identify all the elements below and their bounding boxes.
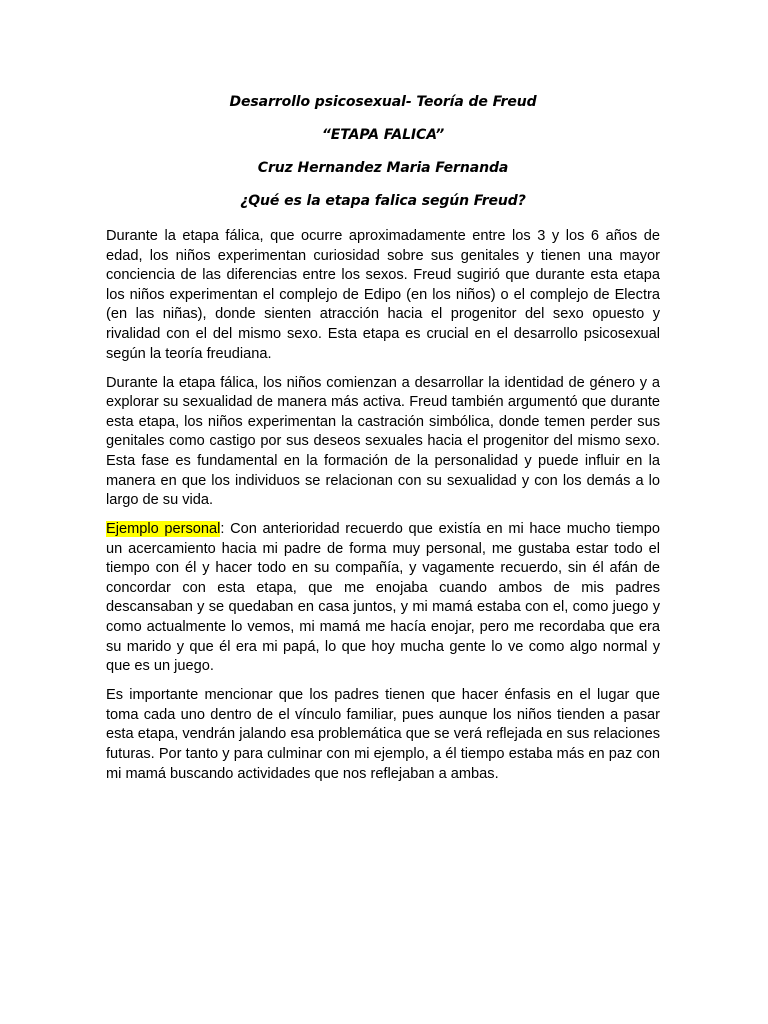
paragraph-2: Durante la etapa fálica, los niños comienzan a desarrollar la identidad de género y a explorar su sexualidad de manera más activa. Freud también argumentó que durante esta etapa, los niños experimentan la castración simbólica, donde temen perder sus genitales como castigo por sus deseos sexuales hacia el progenitor del mismo sexo. Esta fase es fundamental en la formación de la personalidad y puede influir en la manera en que los individuos se relacionan con su sexualidad y con los demás a lo largo de su vida.: [106, 374, 660, 509]
paragraph-3: [106, 520, 660, 677]
section-question: ¿Qué es la etapa falica según Freud?: [240, 193, 526, 209]
document-subtitle: “ETAPA FALICA”: [321, 127, 445, 143]
paragraph-4: Es importante mencionar que los padres tienen que hacer énfasis en el lugar que toma cada uno dentro de el vínculo familiar, pues aunque los niños tienden a pasar esta etapa, vendrán jalando esa problemática que se verá reflejada en sus relaciones futuras. Por tanto y para culminar con mi ejemplo, a él tiempo estaba más en paz con mi mamá buscando actividades que nos reflejaban a ambas.: [106, 687, 660, 782]
paragraph-1: Durante la etapa fálica, que ocurre aproximadamente entre los 3 y los 6 años de edad, los niños experimentan curiosidad sobre sus genitales y tienen una mayor conciencia de las diferencias entre los sexos. Freud sugirió que durante esta etapa los niños experimentan el complejo de Edipo (en los niños) o el complejo de Electra (en las niñas), donde sienten atracción hacia el progenitor del sexo opuesto y rivalidad con el del mismo sexo. Esta etapa es crucial en el desarrollo psicosexual según la teoría freudiana.: [106, 228, 660, 362]
heading-block: [106, 91, 660, 223]
paragraph-3-text: : Con anterioridad recuerdo que existía en mi hace mucho tiempo un acercamiento hacia mi padre de forma muy personal, me gustaba estar todo el tiempo con él y hacer todo en su compañía, y vagamente recuerdo, sin él afán de concordar con esta etapa, que me enojaba cuando ambos de mis padres descansaban y se quedaban en casa juntos, y mi mamá estaba con el, como juego y como actualmente lo vemos, mi mamá me hacía enojar, pero me recordaba que era su marido y que él era mi papá, lo que hoy mucha gente lo ve como algo normal y que es un juego.: [106, 521, 660, 675]
document-body: [106, 227, 660, 794]
document-title: Desarrollo psicosexual- Teoría de Freud: [229, 94, 537, 110]
author-name: Cruz Hernandez Maria Fernanda: [257, 160, 509, 176]
highlighted-label: Ejemplo personal: [106, 521, 221, 538]
